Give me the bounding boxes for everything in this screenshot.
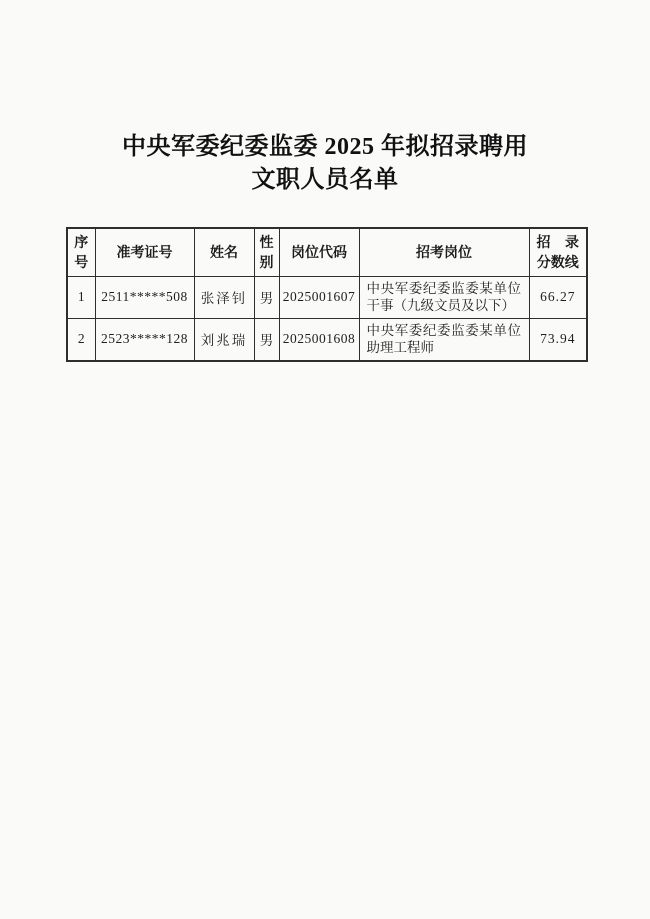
table-row [67,318,587,361]
header-gender [254,228,279,276]
header-name-label: 姓名 [210,244,238,261]
table-header-row [67,228,587,276]
title-line-2: 文职人员名单 [251,167,399,193]
page-title [0,0,650,197]
header-serial-number-line1: 序 [74,234,89,251]
cell-ticket-number: 2523*****128 [95,318,194,361]
header-serial-number [67,228,95,276]
cell-name: 张泽钊 [194,276,254,318]
title-line-1: 中央军委纪委监委 2025 年拟招录聘用 [122,134,528,160]
cell-position-code: 2025001608 [279,318,359,361]
cell-serial-number: 1 [67,276,95,318]
recruitment-roster-table [66,227,588,362]
cell-serial-number: 2 [67,318,95,361]
header-position-code-label: 岗位代码 [291,244,347,261]
cell-ticket-number: 2511*****508 [95,276,194,318]
cell-admission-score: 66.27 [529,276,587,318]
position-line-2: 助理工程师 [366,340,434,355]
cell-name: 刘兆瑞 [194,318,254,361]
header-admission-score-line2: 分数线 [536,254,579,271]
header-ticket-number [95,228,194,276]
header-admission-score [529,228,587,276]
cell-position-code: 2025001607 [279,276,359,318]
header-ticket-number-label: 准考证号 [116,244,173,261]
header-recruitment-position-label: 招考岗位 [416,244,472,261]
cell-recruitment-position [359,276,529,318]
header-name [194,228,254,276]
cell-gender: 男 [254,318,279,361]
cell-gender: 男 [254,276,279,318]
position-line-1: 中央军委纪委监委某单位 [366,322,522,338]
position-line-2: 干事（九级文员及以下） [366,298,515,313]
position-line-1: 中央军委纪委监委某单位 [366,280,522,296]
table-row [67,276,587,318]
cell-recruitment-position [359,318,529,361]
cell-admission-score: 73.94 [529,318,587,361]
header-position-code [279,228,359,276]
header-recruitment-position [359,228,529,276]
header-serial-number-line2: 号 [74,254,89,271]
header-gender-line1: 性 [259,234,274,251]
header-gender-line2: 别 [259,254,274,271]
header-admission-score-line1: 招 录 [536,234,579,251]
